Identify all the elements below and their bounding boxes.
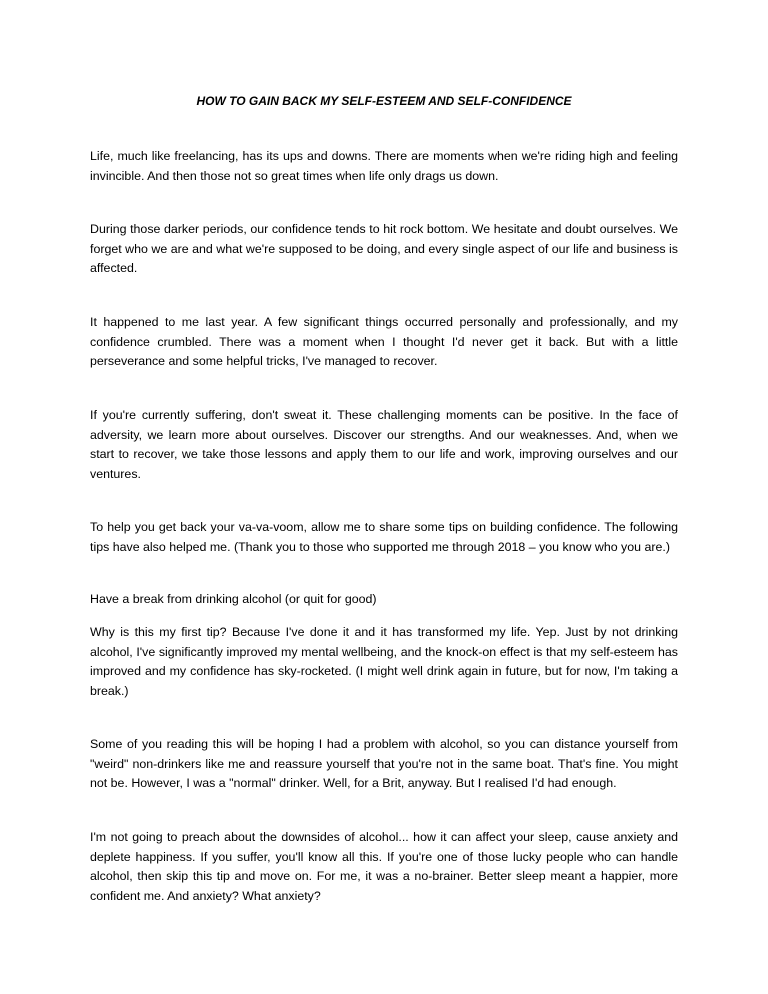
paragraph-last-year: It happened to me last year. A few significant things occurred personally and professionally, and my confidence crumbled. There was a moment when I thought I'd never get it back. But with a little perseverance and some helpful tricks, I've managed to recover. (90, 315, 678, 368)
paragraph-first-tip: Why is this my first tip? Because I've done it and it has transformed my life. Yep. Just by not drinking alcohol, I've significantly improved my mental wellbeing, and the knock-on effect is that my self-esteem has improved and my confidence has sky-rocketed. (I might well drink again in future, but for now, I'm taking a break.) (90, 625, 678, 698)
paragraph-normal-drinker: Some of you reading this will be hoping I had a problem with alcohol, so you can distance yourself from "weird" non-drinkers like me and reassure yourself that you're not in the same boat. That's fine. You might not be. However, I was a "normal" drinker. Well, for a Brit, anyway. But I realised I'd had enough. (90, 737, 678, 790)
paragraph-tips-intro: To help you get back your va-va-voom, allow me to share some tips on building confidence. The following tips have also helped me. (Thank you to those who supported me through 2018 – you know who you are.) (90, 520, 678, 554)
paragraph-downsides: I'm not going to preach about the downsides of alcohol... how it can affect your sleep, cause anxiety and deplete happiness. If you suffer, you'll know all this. If you're one of those lucky people who can handle alcohol, then skip this tip and move on. For me, it was a no-brainer. Better sleep meant a happier, more confident me. And anxiety? What anxiety? (90, 830, 678, 903)
paragraph-suffering: If you're currently suffering, don't sweat it. These challenging moments can be positive. In the face of adversity, we learn more about ourselves. Discover our strengths. And our weaknesses. And, when we start to recover, we take those lessons and apply them to our life and work, improving ourselves and our ventures. (90, 408, 678, 481)
paragraph-intro: Life, much like freelancing, has its ups and downs. There are moments when we're riding high and feeling invincible. And then those not so great times when life only drags us down. (90, 149, 678, 183)
section-heading-alcohol: Have a break from drinking alcohol (or quit for good) (90, 592, 377, 606)
document-title: HOW TO GAIN BACK MY SELF-ESTEEM AND SELF-CONFIDENCE (196, 94, 572, 108)
paragraph-darker-periods: During those darker periods, our confidence tends to hit rock bottom. We hesitate and doubt ourselves. We forget who we are and what we're supposed to be doing, and every single aspect of our life and business is affected. (90, 222, 678, 275)
